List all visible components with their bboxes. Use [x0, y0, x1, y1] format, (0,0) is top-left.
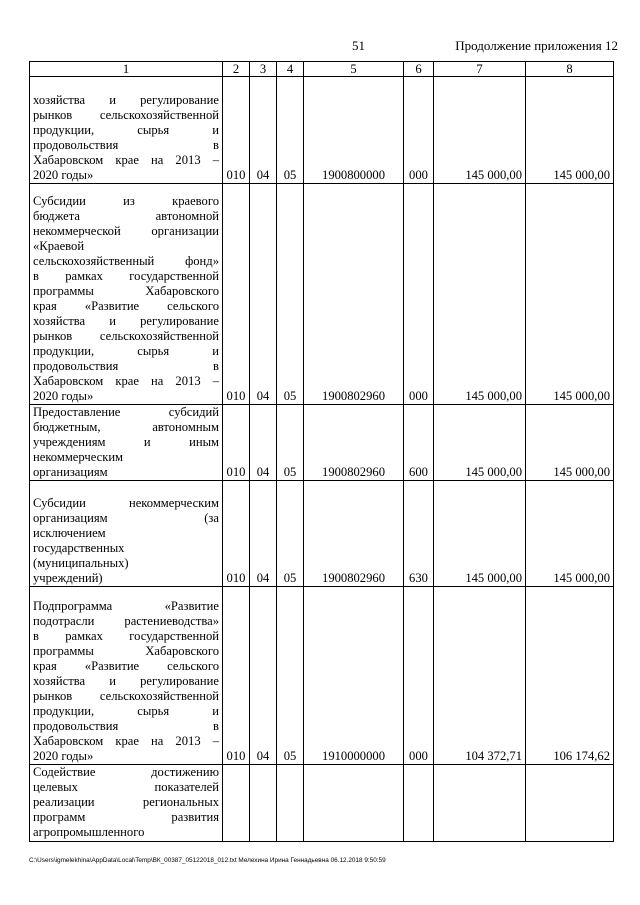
row-name-line: исключением: [33, 526, 106, 540]
row-name-line: организациям (за: [33, 511, 219, 525]
target-article-cell: 1900802960: [304, 184, 404, 405]
row-name-line: целевых показателей: [33, 780, 219, 794]
admin-code-cell: 010: [223, 587, 250, 765]
row-name-line: рынков сельскохозяйственной: [33, 689, 219, 703]
section-cell: 04: [250, 77, 277, 184]
section-cell: [250, 765, 277, 842]
row-name-cell: [30, 405, 223, 481]
row-name-line: Хабаровском крае на 2013 –: [33, 734, 219, 748]
amount-2019-cell: 145 000,00: [434, 405, 526, 481]
subsection-cell: 05: [277, 405, 304, 481]
column-header-row: [30, 62, 614, 77]
expense-type-cell: 000: [404, 587, 434, 765]
page-number: 51: [352, 38, 365, 53]
admin-code-cell: 010: [223, 77, 250, 184]
row-name-line: подотрасли растениеводства»: [33, 614, 219, 628]
target-article-cell: 1910000000: [304, 587, 404, 765]
row-name-line: бюджетным, автономным: [33, 420, 219, 434]
section-cell: 04: [250, 481, 277, 587]
row-name-line: продукции, сырья и: [33, 123, 219, 137]
section-cell: 04: [250, 587, 277, 765]
column-header: 7: [434, 62, 526, 77]
row-name-line: организациям: [33, 465, 108, 479]
table-row: [30, 184, 614, 405]
file-path-footer: C:\Users\igmelekhina\AppData\Local\Temp\ВК_00387_05122018_012.txt Мелехина Ирина Геннадьевна 06.12.2018 9:50:59: [29, 857, 386, 864]
row-name-cell: [30, 184, 223, 405]
amount-2020-cell: 145 000,00: [526, 481, 614, 587]
row-name-line: Субсидии некоммерческим: [33, 496, 219, 510]
admin-code-cell: 010: [223, 184, 250, 405]
row-name-line: учреждениям и иным: [33, 435, 219, 449]
table-row: [30, 481, 614, 587]
target-article-cell: 1900800000: [304, 77, 404, 184]
row-name-line: 2020 годы»: [33, 749, 94, 763]
row-name-line: Предоставление субсидий: [33, 405, 219, 419]
row-name-line: некоммерческим: [33, 450, 124, 464]
row-name-line: в рамках государственной: [33, 269, 219, 283]
expense-type-cell: 630: [404, 481, 434, 587]
row-name-cell: [30, 587, 223, 765]
row-name-line: программ развития: [33, 810, 219, 824]
row-name-line: 2020 годы»: [33, 389, 94, 403]
table-row: [30, 405, 614, 481]
row-name-line: бюджета автономной: [33, 209, 219, 223]
continuation-label: Продолжение приложения 12: [455, 38, 618, 53]
column-header: 4: [277, 62, 304, 77]
amount-2019-cell: 104 372,71: [434, 587, 526, 765]
subsection-cell: [277, 765, 304, 842]
row-name-line: «Краевой: [33, 239, 85, 253]
table-row: [30, 587, 614, 765]
column-header: 8: [526, 62, 614, 77]
row-name-line: государственных: [33, 541, 125, 555]
admin-code-cell: 010: [223, 405, 250, 481]
subsection-cell: 05: [277, 77, 304, 184]
row-name-line: Содействие достижению: [33, 765, 219, 779]
row-name-line: продовольствия в: [33, 719, 219, 733]
row-name-line: рынков сельскохозяйственной: [33, 108, 219, 122]
row-name-line: края «Развитие сельского: [33, 659, 219, 673]
column-header: 3: [250, 62, 277, 77]
admin-code-cell: [223, 765, 250, 842]
expense-type-cell: 000: [404, 184, 434, 405]
row-name-line: хозяйства и регулирование: [33, 93, 219, 107]
expense-type-cell: [404, 765, 434, 842]
row-name-line: Хабаровском крае на 2013 –: [33, 374, 219, 388]
row-name-line: учреждений): [33, 571, 103, 585]
row-name-line: хозяйства и регулирование: [33, 674, 219, 688]
row-name-cell: [30, 77, 223, 184]
row-name-line: реализации региональных: [33, 795, 219, 809]
row-name-line: 2020 годы»: [33, 168, 94, 182]
row-name-cell: [30, 765, 223, 842]
row-name-line: продукции, сырья и: [33, 704, 219, 718]
subsection-cell: 05: [277, 184, 304, 405]
target-article-cell: [304, 765, 404, 842]
expense-type-cell: 600: [404, 405, 434, 481]
amount-2019-cell: 145 000,00: [434, 77, 526, 184]
amount-2019-cell: 145 000,00: [434, 481, 526, 587]
amount-2020-cell: 106 174,62: [526, 587, 614, 765]
row-name-line: (муниципальных): [33, 556, 129, 570]
amount-2019-cell: 145 000,00: [434, 184, 526, 405]
amount-2020-cell: 145 000,00: [526, 405, 614, 481]
row-name-line: рынков сельскохозяйственной: [33, 329, 219, 343]
expense-type-cell: 000: [404, 77, 434, 184]
amount-2019-cell: [434, 765, 526, 842]
row-name-line: продукции, сырья и: [33, 344, 219, 358]
budget-table: [29, 61, 614, 842]
row-name-line: хозяйства и регулирование: [33, 314, 219, 328]
row-name-line: в рамках государственной: [33, 629, 219, 643]
target-article-cell: 1900802960: [304, 481, 404, 587]
row-name-line: программы Хабаровского: [33, 644, 219, 658]
row-name-line: некоммерческой организации: [33, 224, 219, 238]
row-name-line: края «Развитие сельского: [33, 299, 219, 313]
row-name-line: Хабаровском крае на 2013 –: [33, 153, 219, 167]
column-header: 1: [30, 62, 223, 77]
table-row: [30, 765, 614, 842]
subsection-cell: 05: [277, 587, 304, 765]
amount-2020-cell: 145 000,00: [526, 77, 614, 184]
row-name-line: продовольствия в: [33, 359, 219, 373]
row-name-line: сельскохозяйственный фонд»: [33, 254, 219, 268]
row-name-line: продовольствия в: [33, 138, 219, 152]
column-header: 6: [404, 62, 434, 77]
column-header: 2: [223, 62, 250, 77]
section-cell: 04: [250, 184, 277, 405]
row-name-line: агропромышленного: [33, 825, 145, 839]
row-name-line: Подпрограмма «Развитие: [33, 599, 219, 613]
target-article-cell: 1900802960: [304, 405, 404, 481]
amount-2020-cell: [526, 765, 614, 842]
section-cell: 04: [250, 405, 277, 481]
amount-2020-cell: 145 000,00: [526, 184, 614, 405]
row-name-line: программы Хабаровского: [33, 284, 219, 298]
subsection-cell: 05: [277, 481, 304, 587]
column-header: 5: [304, 62, 404, 77]
row-name-line: Субсидии из краевого: [33, 194, 219, 208]
admin-code-cell: 010: [223, 481, 250, 587]
table-row: [30, 77, 614, 184]
row-name-cell: [30, 481, 223, 587]
